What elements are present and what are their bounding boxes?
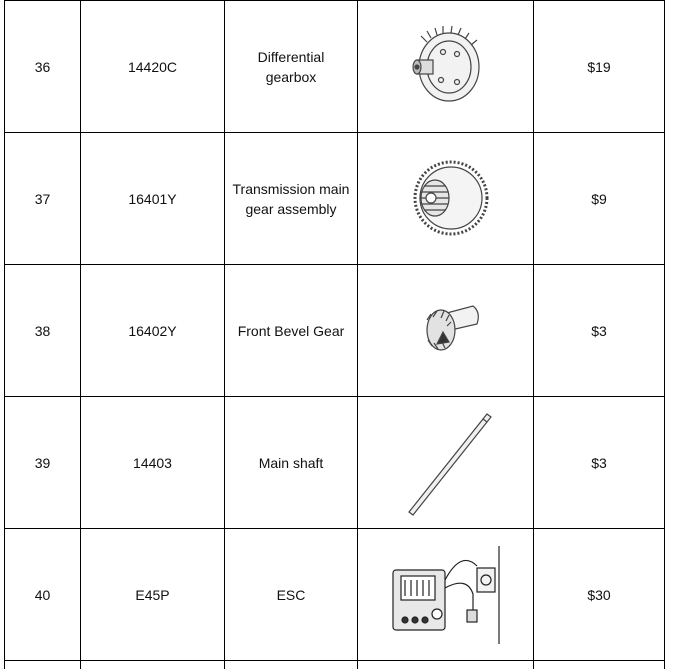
- item-number: 36: [5, 1, 81, 133]
- item-number: 39: [5, 397, 81, 529]
- part-name: ESC: [225, 529, 358, 661]
- part-code: 14420C: [81, 1, 225, 133]
- part-price: $9: [534, 133, 665, 265]
- part-price: $30: [534, 529, 665, 661]
- table-row: [5, 397, 665, 529]
- part-code: 16401Y: [81, 133, 225, 265]
- item-number: 38: [5, 265, 81, 397]
- table-row-partial: [5, 661, 665, 669]
- part-image: [358, 397, 534, 529]
- part-name: Transmission main gear assembly: [225, 133, 358, 265]
- part-image: [358, 133, 534, 265]
- part-price: $3: [534, 265, 665, 397]
- part-image: [358, 265, 534, 397]
- part-name: Differential gearbox: [225, 1, 358, 133]
- part-price: $19: [534, 1, 665, 133]
- main-gear-icon: [391, 154, 501, 244]
- part-code: 14403: [81, 397, 225, 529]
- table-row: [5, 1, 665, 133]
- main-shaft-icon: [391, 408, 501, 518]
- part-image: [358, 529, 534, 661]
- part-image: [358, 1, 534, 133]
- table-row: [5, 529, 665, 661]
- part-code: 16402Y: [81, 265, 225, 397]
- part-name: Front Bevel Gear: [225, 265, 358, 397]
- esc-icon: [381, 540, 511, 650]
- item-number: 37: [5, 133, 81, 265]
- item-number: 40: [5, 529, 81, 661]
- bevel-gear-icon: [391, 286, 501, 376]
- part-price: $3: [534, 397, 665, 529]
- differential-gearbox-icon: [391, 22, 501, 112]
- table-row: [5, 133, 665, 265]
- part-name: Main shaft: [225, 397, 358, 529]
- table-row: [5, 265, 665, 397]
- parts-table: [4, 0, 665, 669]
- part-code: E45P: [81, 529, 225, 661]
